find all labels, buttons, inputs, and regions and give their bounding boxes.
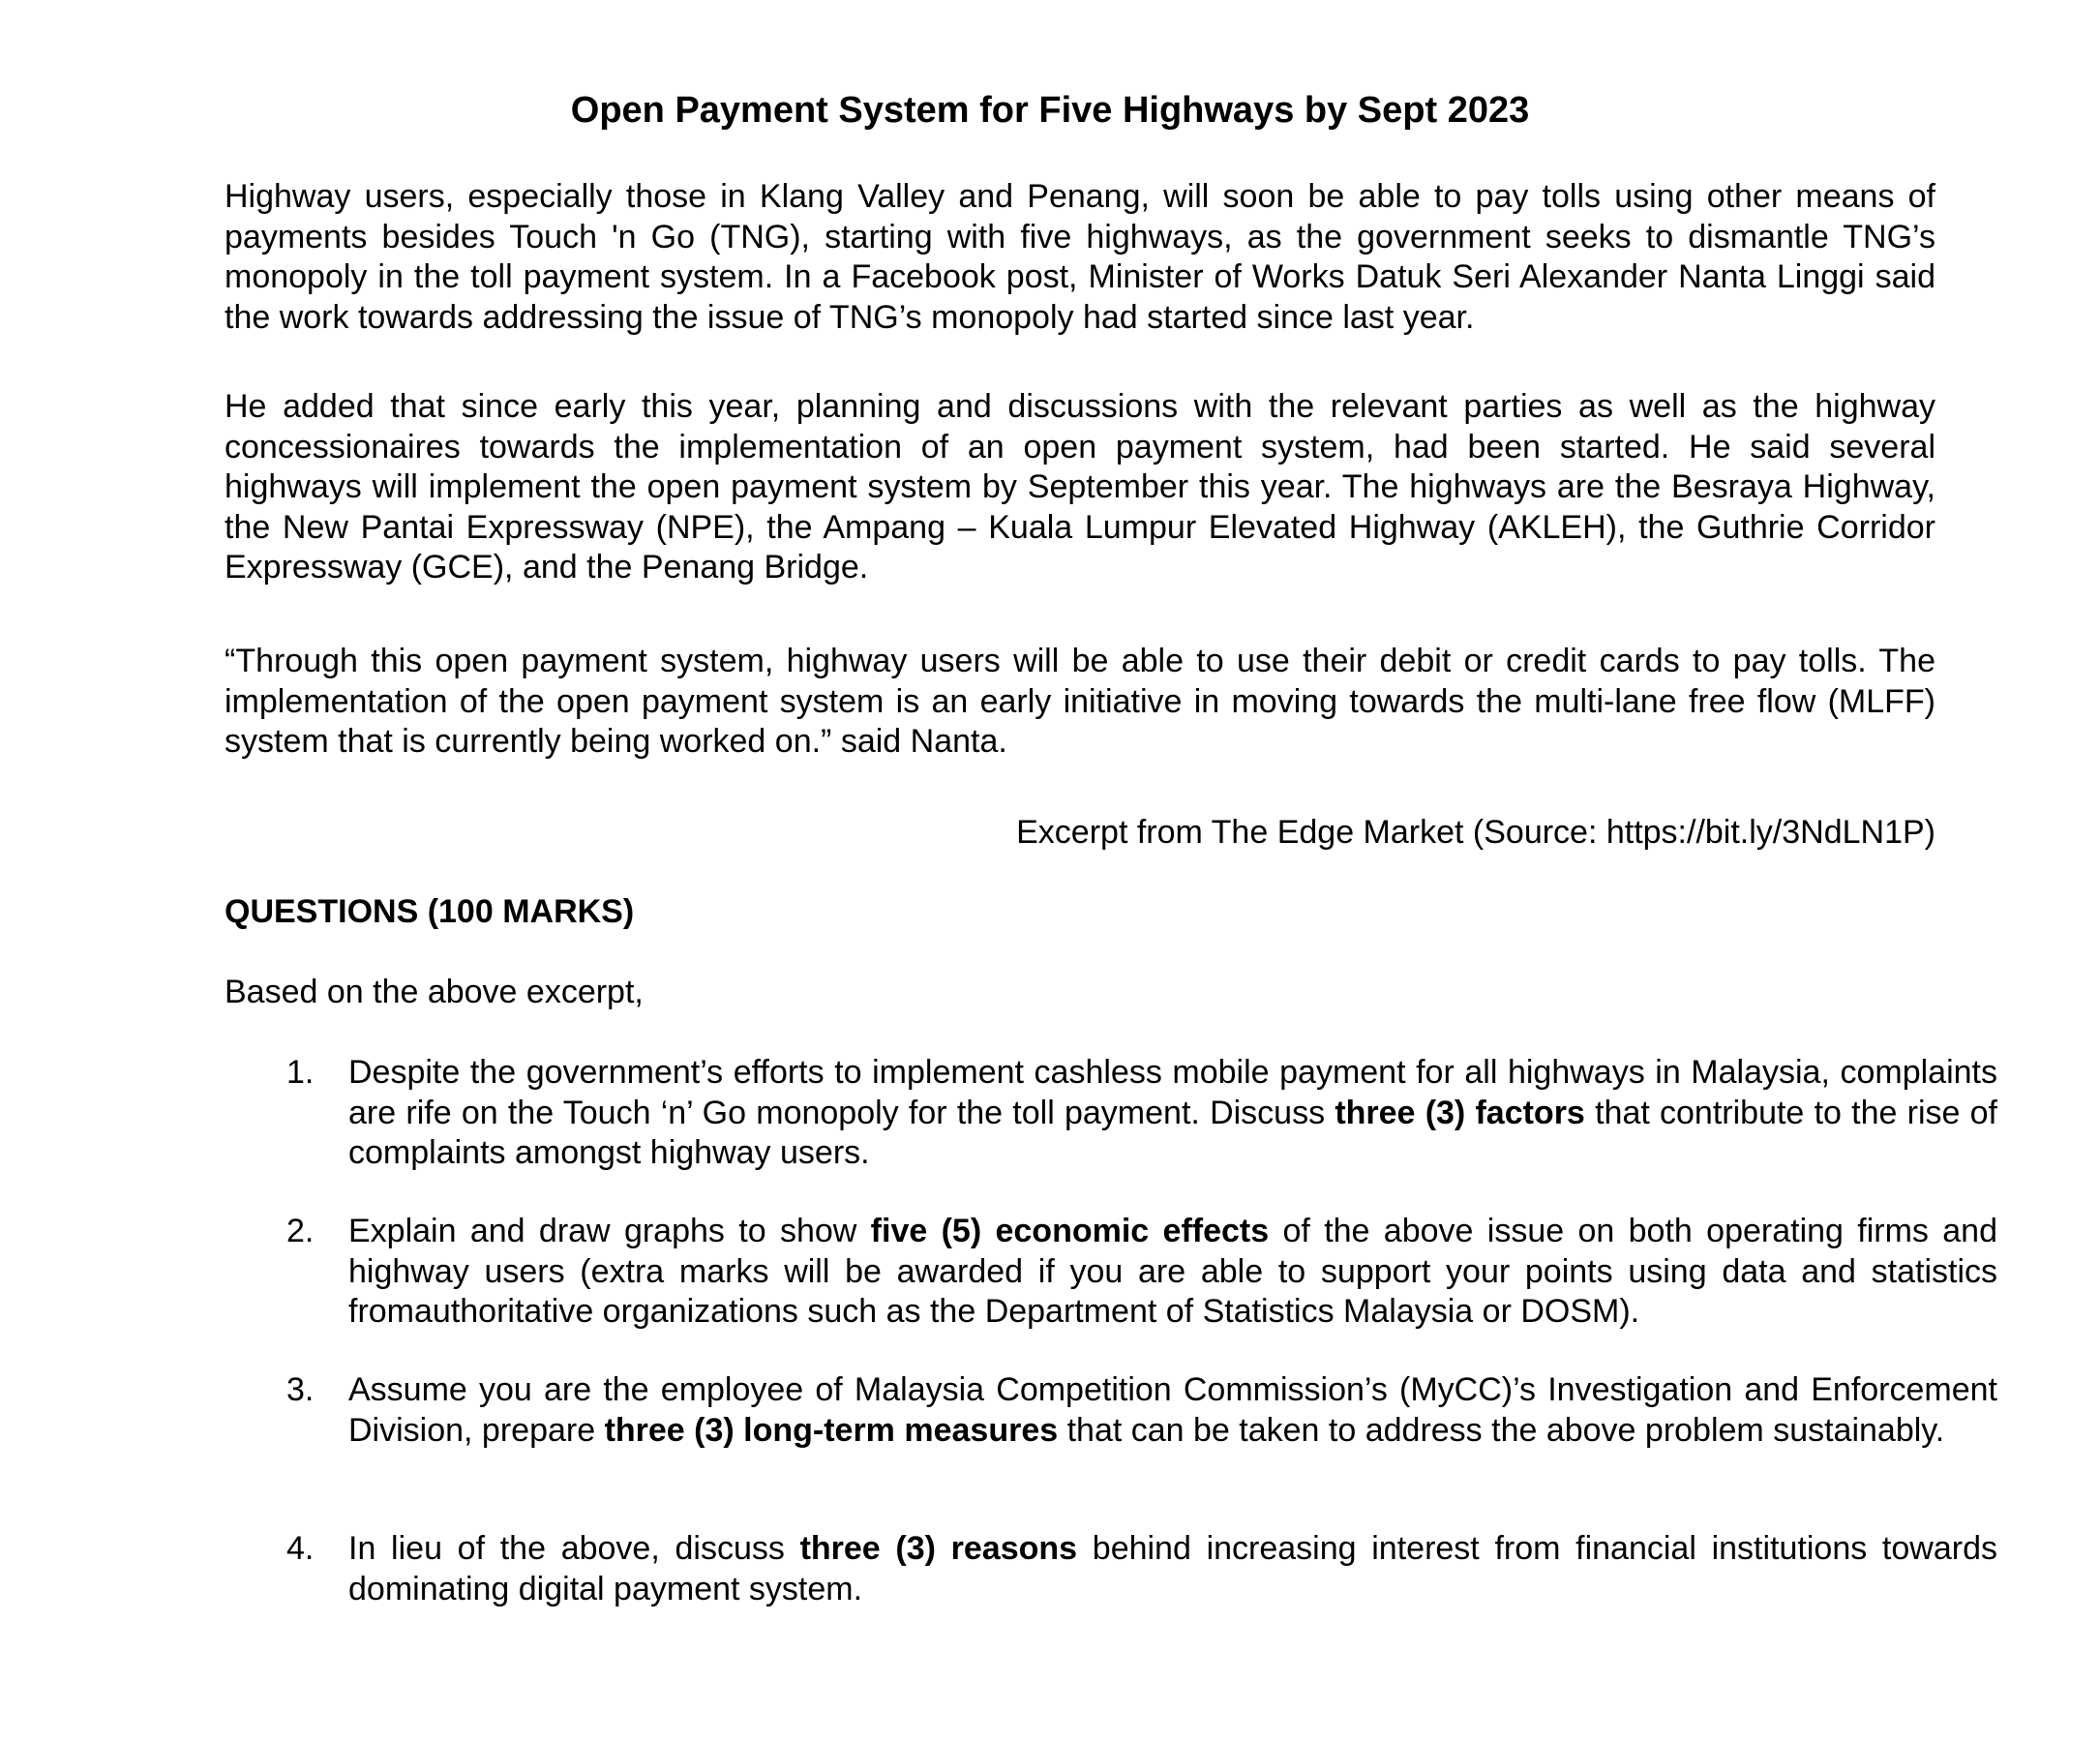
- question-text-plain: of the above issue on both operating firms and highway users (extra marks will be awarded if you are able to support your points using data and statistics fromauthoritative organizations such as the Department of Statistics Malaysia or DOSM).: [348, 1213, 1997, 1330]
- questions-heading: QUESTIONS (100 MARKS): [225, 893, 635, 930]
- question-text: [348, 1212, 1997, 1333]
- paragraph-1: Highway users, especially those in Klang Valley and Penang, will soon be able to pay tolls using other means of payments besides Touch 'n Go (TNG), starting with five highways, as the government seeks to dismantle TNG’s monopoly in the toll payment system. In a Facebook post, Minister of Works Datuk Seri Alexander Nanta Linggi said the work towards addressing the issue of TNG’s monopoly had started since last year.: [225, 178, 1935, 336]
- question-text: [348, 1529, 1997, 1609]
- questions-intro: Based on the above excerpt,: [225, 974, 644, 1010]
- question-text-bold: five (5) economic effects: [870, 1213, 1270, 1249]
- question-number: 3.: [286, 1371, 315, 1408]
- question-text: [348, 1370, 1997, 1451]
- question-text-plain: Explain and draw graphs to show: [348, 1213, 871, 1249]
- question-text-bold: three (3) long-term measures: [604, 1411, 1059, 1449]
- question-text-plain: behind increasing interest from financial institutions towards dominating digital payment system.: [348, 1530, 1997, 1607]
- question-text-plain: In lieu of the above, discuss: [348, 1530, 800, 1567]
- question-text-plain: Assume you are the employee of Malaysia Competition Commission’s (MyCC)’s Investigation and Enforcement Division, prepare: [348, 1371, 1997, 1449]
- paragraph-3: “Through this open payment system, highway users will be able to use their debit or credit cards to pay tolls. The implementation of the open payment system is an early initiative in moving towards the multi-lane free flow (MLFF) system that is currently being worked on.” said Nanta.: [225, 643, 1935, 760]
- document-title: Open Payment System for Five Highways by Sept 2023: [570, 90, 1530, 131]
- question-number: 4.: [286, 1530, 315, 1567]
- question-number: 1.: [286, 1054, 315, 1091]
- source-citation: Excerpt from The Edge Market (Source: https://bit.ly/3NdLN1P): [1016, 814, 1935, 851]
- paragraph-2: He added that since early this year, planning and discussions with the relevant parties as well as the highway concessionaires towards the implementation of an open payment system, had been started. He said several highways will implement the open payment system by September this year. The highways are the Besraya Highway, the New Pantai Expressway (NPE), the Ampang – Kuala Lumpur Elevated Highway (AKLEH), the Guthrie Corridor Expressway (GCE), and the Penang Bridge.: [225, 388, 1935, 586]
- question-text-plain: that can be taken to address the above problem sustainably.: [1058, 1411, 1945, 1449]
- question-number: 2.: [286, 1213, 315, 1249]
- question-text-plain: that contribute to the rise of complaints amongst highway users.: [348, 1094, 1998, 1171]
- question-text: [348, 1053, 1997, 1174]
- question-text-plain: Despite the government’s efforts to implement cashless mobile payment for all highways in Malaysia, complaints are rife on the Touch ‘n’ Go monopoly for the toll payment. Discuss: [348, 1054, 1997, 1131]
- question-text-bold: three (3) reasons: [799, 1530, 1078, 1567]
- question-text-bold: three (3) factors: [1335, 1094, 1585, 1131]
